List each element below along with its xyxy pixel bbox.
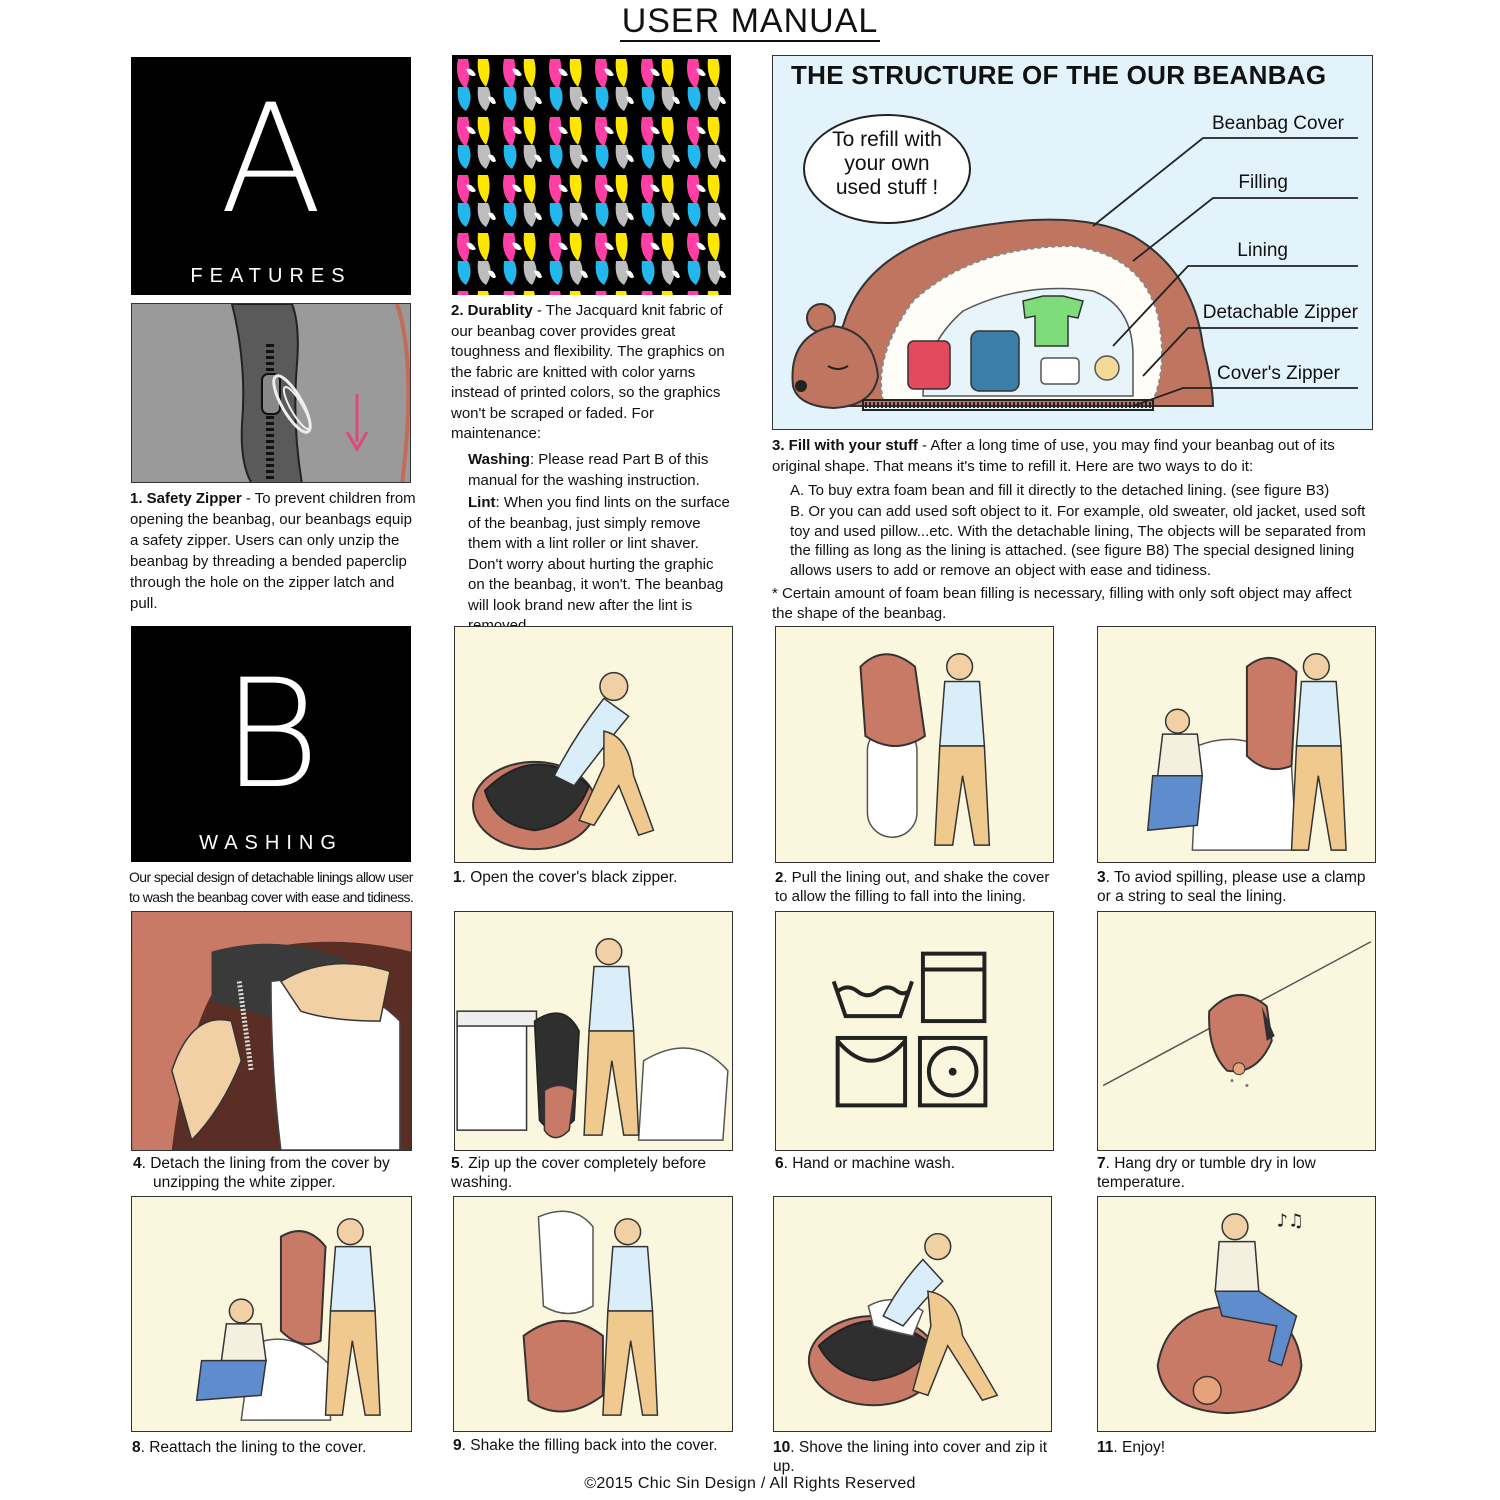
step-11-caption: 11. Enjoy! xyxy=(1097,1439,1166,1456)
feature-3-option-a: A. To buy extra foam bean and fill it directly to the detached lining. (see figure B3) xyxy=(790,482,1330,499)
jacquard-fabric-pattern xyxy=(452,55,731,295)
section-b-name: WASHING xyxy=(199,832,343,854)
step-4-illustration xyxy=(131,911,412,1151)
step-6-wash-symbols xyxy=(775,911,1054,1151)
step-5-illustration xyxy=(454,911,733,1151)
step-7-illustration xyxy=(1097,911,1376,1151)
section-a-name: FEATURES xyxy=(190,265,352,287)
structure-title: THE STRUCTURE OF THE OUR BEANBAG xyxy=(791,60,1327,90)
label-detachable-zipper: Detachable Zipper xyxy=(1202,302,1358,323)
label-lining: Lining xyxy=(1237,240,1288,261)
label-covers-zipper: Cover's Zipper xyxy=(1217,363,1340,384)
step-9-illustration xyxy=(453,1196,733,1432)
copyright-footer: ©2015 Chic Sin Design / All Rights Reserved xyxy=(584,1475,916,1492)
feature-3-text: 3. Fill with your stuff - After a long time of use, you may find your beanbag out of its original shape. That means it's time to refill it. Here are two ways to do it: xyxy=(772,437,1335,475)
step-9-caption: 9. Shake the filling back into the cover. xyxy=(453,1437,718,1454)
safety-zipper-illustration xyxy=(131,303,411,483)
step-8-illustration xyxy=(131,1196,412,1432)
feature-2-washing: Washing: Please read Part B of this manual for the washing instruction. xyxy=(468,451,709,489)
step-2-illustration xyxy=(775,626,1054,863)
refill-bubble: To refill with your own used stuff ! xyxy=(803,114,971,224)
step-4-caption: 4. Detach the lining from the cover by unzipping the white zipper. xyxy=(133,1155,390,1191)
step-8-caption: 8. Reattach the lining to the cover. xyxy=(132,1439,367,1456)
section-b-intro: Our special design of detachable linings allow user to wash the beanbag cover with ease and tidiness. xyxy=(129,869,414,905)
step-1-illustration xyxy=(454,626,733,863)
step-3-caption: 3. To aviod spilling, please use a clamp or a string to seal the lining. xyxy=(1097,869,1366,905)
label-beanbag-cover: Beanbag Cover xyxy=(1211,113,1344,134)
step-2-caption: 2. Pull the lining out, and shake the cover to allow the filling to fall into the lining. xyxy=(775,869,1050,905)
step-10-illustration xyxy=(773,1196,1052,1432)
feature-3-option-b: B. Or you can add used soft object to it. For example, old sweater, old jacket, used soft toy and used pillow...etc. With the detachable lining, The objects will be separated from the filling as long as the lining is attached. (see figure B8) The special designed lining allows users to add or remove an object with ease and tidiness. xyxy=(790,503,1366,579)
step-10-caption: 10. Shove the lining into cover and zip it up. xyxy=(773,1439,1048,1475)
feature-2-lint: Lint: When you find lints on the surface of the beanbag, just simply remove them with a lint roller or lint shaver. Don't worry about hurting the graphic on the beanbag, it won't. The beanbag will look brand new after the lint is xyxy=(468,494,730,614)
section-a-header xyxy=(131,57,411,295)
svg-text:♪♫: ♪♫ xyxy=(1276,1210,1305,1232)
feature-1-text: 1. Safety Zipper - To prevent children from opening the beanbag, our beanbags equip a safety zipper. Users can only unzip the beanbag by threading a bended paperclip through the hole on the zipper latch and pull. xyxy=(130,490,416,612)
feature-3-note: * Certain amount of foam bean filling is necessary, filling with only soft object may affect the shape of the beanbag. xyxy=(772,585,1352,622)
step-3-illustration xyxy=(1097,626,1376,863)
step-6-caption: 6. Hand or machine wash. xyxy=(775,1155,956,1172)
label-filling: Filling xyxy=(1238,172,1288,193)
step-5-caption: 5. Zip up the cover completely before washing. xyxy=(451,1155,707,1191)
step-7-caption: 7. Hang dry or tumble dry in low temperature. xyxy=(1097,1155,1316,1191)
page-title: USER MANUAL xyxy=(621,2,879,40)
section-b-header xyxy=(131,626,411,862)
section-a-letter: A xyxy=(219,73,323,247)
section-b-letter: B xyxy=(221,648,321,822)
feature-2-text: 2. Durablity - The Jacquard knit fabric of our beanbag cover provides great toughness and flexibility. The graphics on the fabric are knitted with color yarns instead of printed colors, so the graphics won't be scraped or faded. For maintenance: xyxy=(451,302,725,442)
step-11-illustration xyxy=(1097,1196,1376,1432)
step-1-caption: 1. Open the cover's black zipper. xyxy=(453,869,678,886)
beanbag-structure-diagram xyxy=(772,55,1373,430)
